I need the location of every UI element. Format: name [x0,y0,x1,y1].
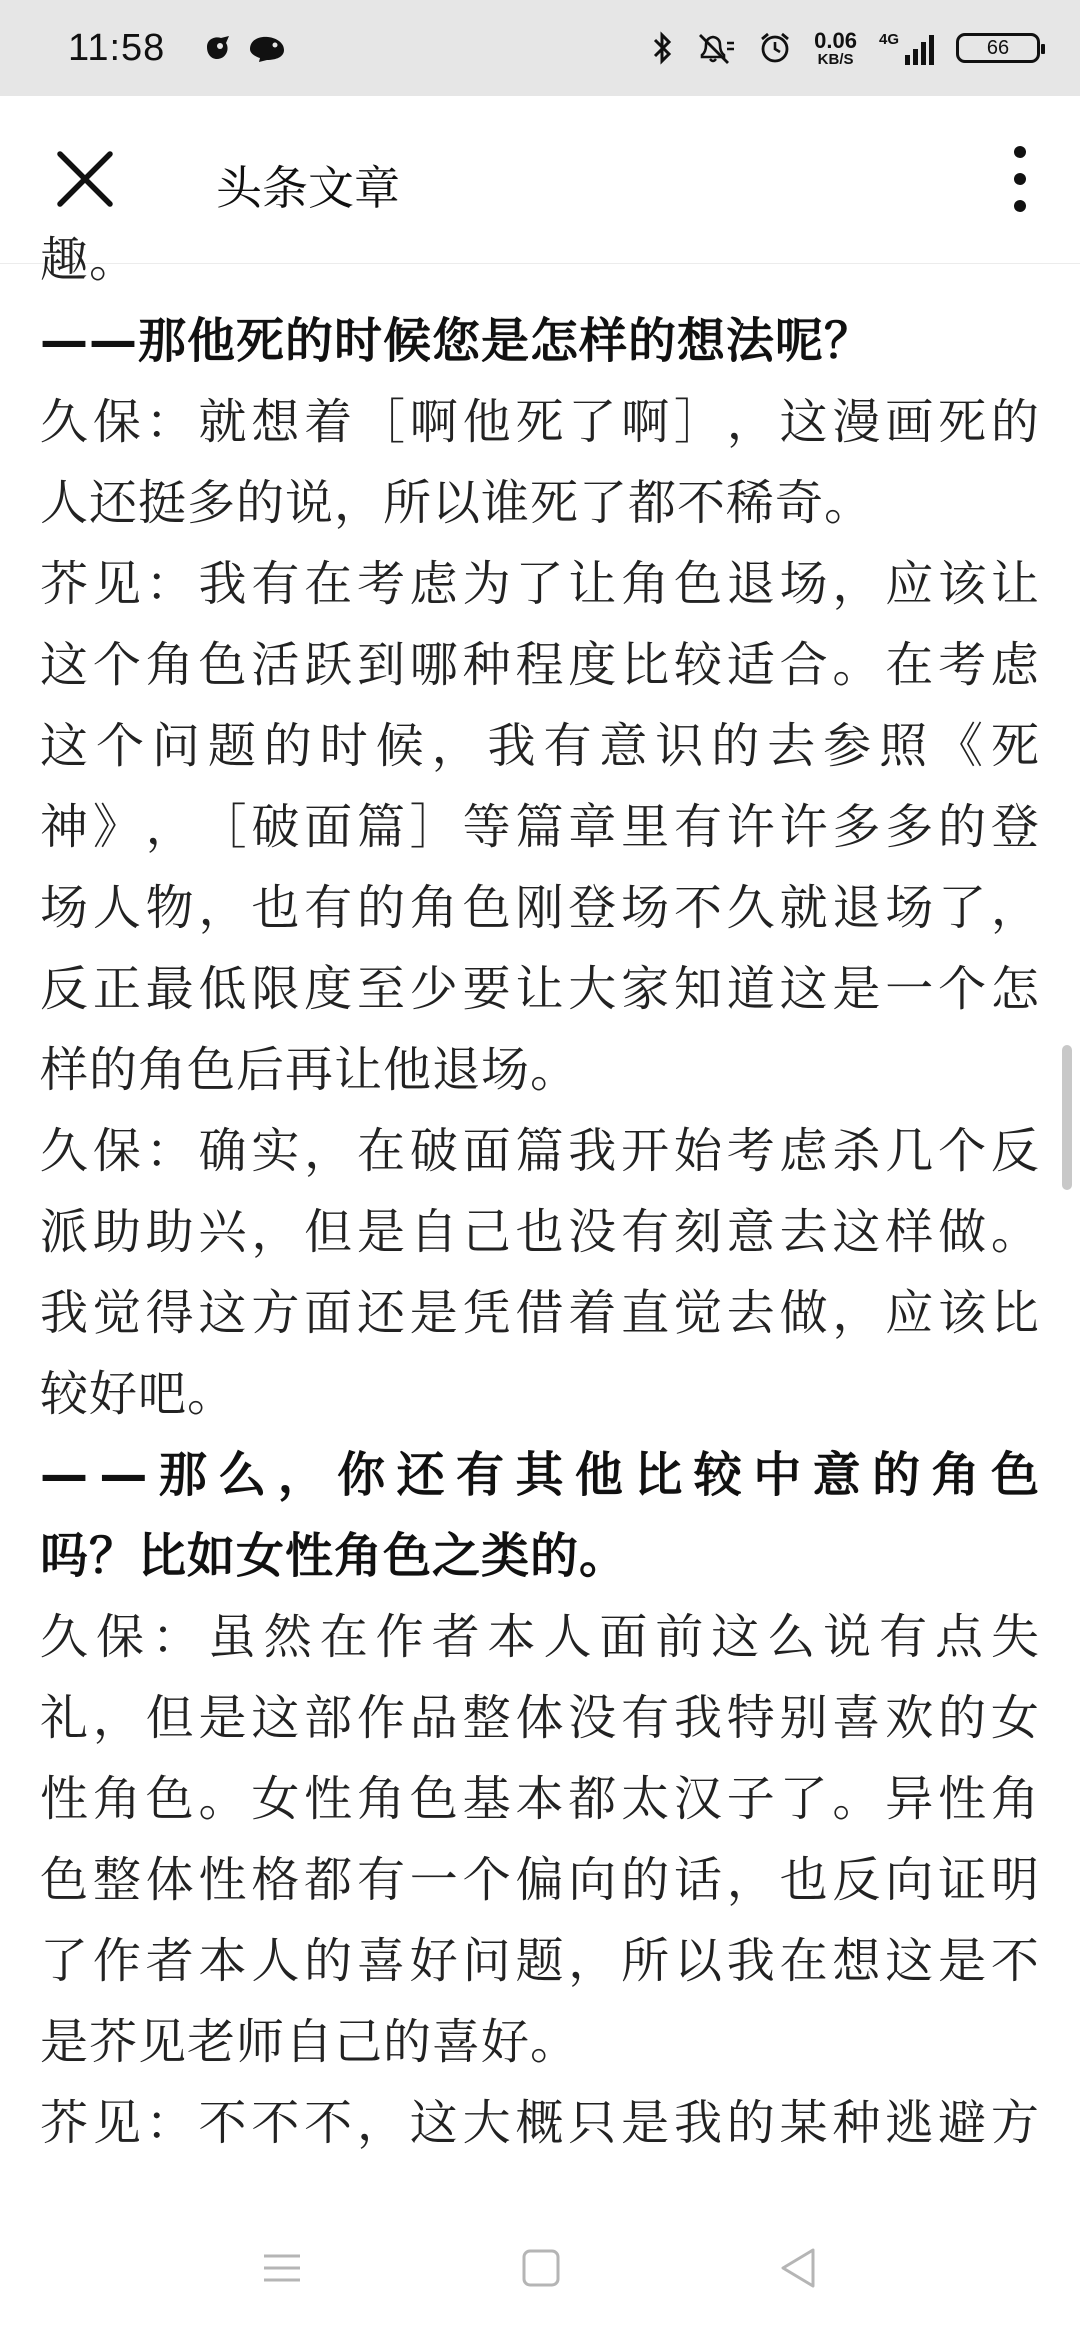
alarm-icon [758,31,792,65]
article-line: 我 觉 得 这 方 面 还 是 凭 借 着 直 觉 去 做 ， 应 该 比 [40,1285,1040,1341]
notification-icons [203,33,287,63]
back-icon[interactable] [778,2246,818,2290]
home-icon[interactable] [521,2248,561,2288]
article-line: 人还挺多的说，所以谁死了都不稀奇。 [40,475,874,531]
status-time: 11:58 [68,26,166,69]
network-speed-value: 0.06 [814,27,857,53]
scrollbar[interactable] [1062,1045,1072,1190]
article-line: 吗？比如女性角色之类的。 [40,1528,629,1584]
bluetooth-icon [652,31,674,65]
mute-icon [696,31,736,65]
article-line: 礼 ， 但 是 这 部 作 品 整 体 没 有 我 特 别 喜 欢 的 女 [40,1690,1040,1746]
article-line: — — 那 么 ， 你 还 有 其 他 比 较 中 意 的 角 色 [40,1447,1040,1503]
article-line: 趣。 [40,232,139,288]
article-line: 反 正 最 低 限 度 至 少 要 让 大 家 知 道 这 是 一 个 怎 [40,961,1040,1017]
network-speed-unit: KB/S [817,50,854,68]
article-line: 色 整 体 性 格 都 有 一 个 偏 向 的 话 ， 也 反 向 证 明 [40,1852,1040,1908]
article-line: 较好吧。 [40,1366,237,1422]
more-vertical-icon[interactable] [1000,146,1040,212]
article-line: 这 个 问 题 的 时 候 ， 我 有 意 识 的 去 参 照 《 死 [40,718,1040,774]
navigation-bar [0,2204,1080,2340]
article-line: 神 》 ， ［ 破 面 篇 ］ 等 篇 章 里 有 许 许 多 多 的 登 [40,799,1040,855]
article-line: 久 保 ： 虽 然 在 作 者 本 人 面 前 这 么 说 有 点 失 [40,1609,1040,1665]
network-speed [814,27,857,68]
menu-icon[interactable] [262,2248,302,2288]
article-line: ——那他死的时候您是怎样的想法呢？ [40,313,874,369]
battery-level: 66 [986,36,1010,59]
battery-icon [956,33,1040,63]
close-icon[interactable] [52,146,118,212]
article-line: 久 保 ： 就 想 着 ［ 啊 他 死 了 啊 ］ ， 这 漫 画 死 的 [40,394,1040,450]
app-icon-1 [203,33,233,63]
article-line: 这 个 角 色 活 跃 到 哪 种 程 度 比 较 适 合 。 在 考 虑 [40,637,1040,693]
signal-icon [879,31,934,65]
status-bar [0,0,1080,96]
article-line: 性 角 色 。 女 性 角 色 基 本 都 太 汉 子 了 。 异 性 角 [40,1771,1040,1827]
article-line: 场 人 物 ， 也 有 的 角 色 刚 登 场 不 久 就 退 场 了 ， [40,880,1040,936]
article-line: 了 作 者 本 人 的 喜 好 问 题 ， 所 以 我 在 想 这 是 不 [40,1933,1040,1989]
article-line: 芥 见 ： 我 有 在 考 虑 为 了 让 角 色 退 场 ， 应 该 让 [40,556,1040,612]
network-type: 4G [879,31,900,48]
article-line: 样的角色后再让他退场。 [40,1042,580,1098]
article-body [40,232,1040,2204]
page-title: 头条文章 [216,161,400,215]
article-line: 派 助 助 兴 ， 但 是 自 己 也 没 有 刻 意 去 这 样 做 。 [40,1204,1040,1260]
article-line: 是芥见老师自己的喜好。 [40,2014,580,2070]
system-icons [652,27,1040,68]
article-line: 芥 见 ： 不 不 不 ， 这 大 概 只 是 我 的 某 种 逃 避 方 [40,2095,1040,2151]
article-line: 久 保 ： 确 实 ， 在 破 面 篇 我 开 始 考 虑 杀 几 个 反 [40,1123,1040,1179]
app-icon-2 [247,33,287,63]
